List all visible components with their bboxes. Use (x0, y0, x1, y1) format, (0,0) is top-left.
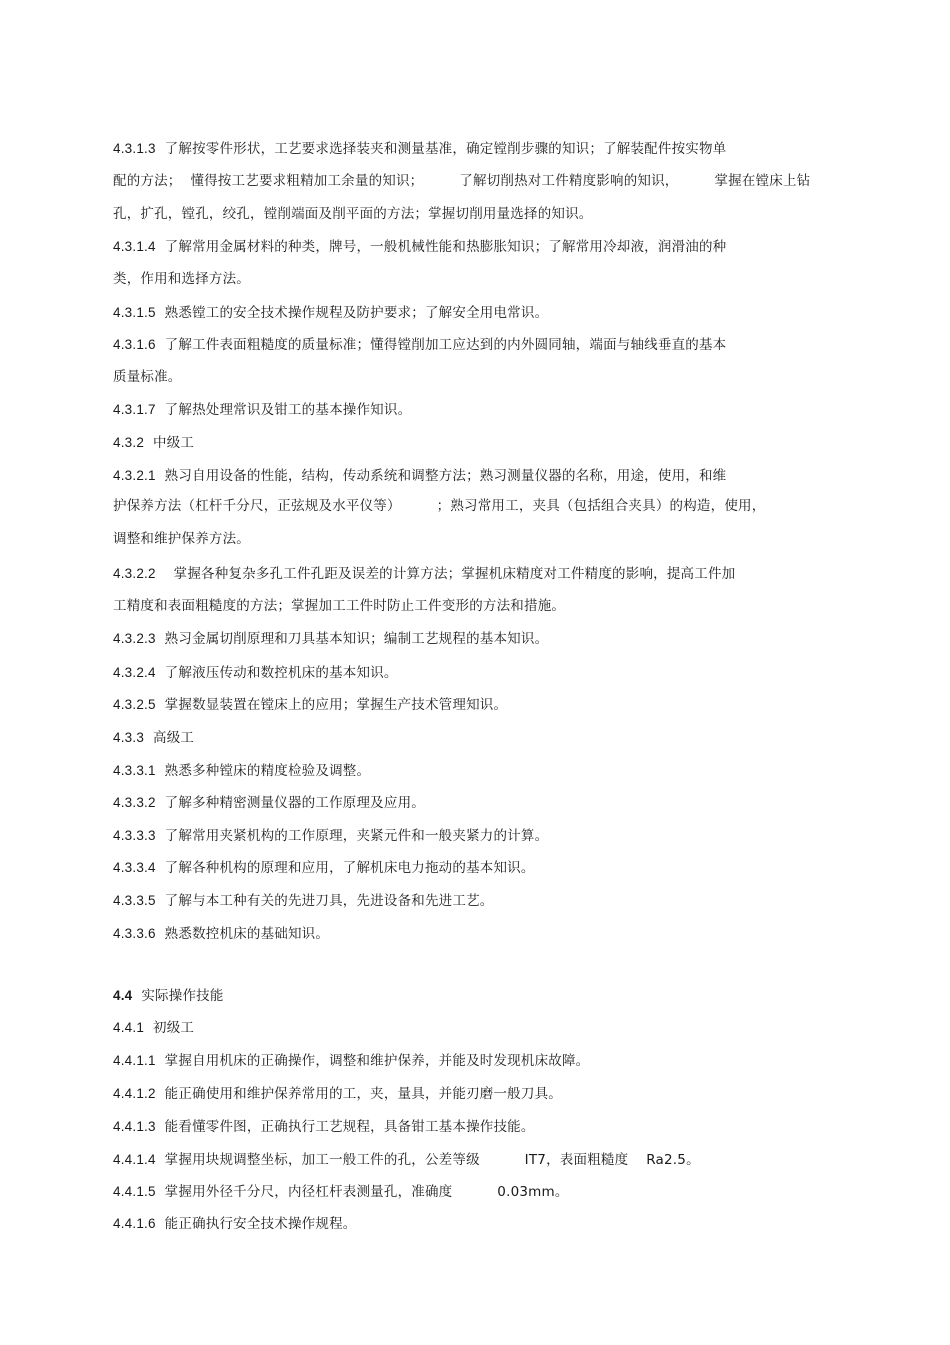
line-text: 熟习自用设备的性能，结构，传动系统和调整方法；熟习测量仪器的名称，用途，使用，和维 (164, 468, 727, 484)
line-text: 了解液压传动和数控机床的基本知识。 (164, 665, 398, 681)
line-text: 了解多种精密测量仪器的工作原理及应用。 (164, 795, 425, 811)
line-text: 了解与本工种有关的先进刀具，先进设备和先进工艺。 (164, 893, 494, 909)
section-number: 4.3.3.2 (113, 795, 156, 810)
section-number: 4.3.1.3 (113, 141, 156, 156)
section-number: 4.3.3.3 (113, 828, 156, 843)
text-line (113, 1052, 589, 1070)
line-text: 了解按零件形状，工艺要求选择装夹和测量基准，确定镗削步骤的知识；了解装配件按实物单 (164, 141, 727, 157)
text-line (113, 304, 548, 322)
text-line (113, 1019, 194, 1037)
section-number: 4.3.1.7 (113, 402, 156, 417)
line-text: 质量标准。 (113, 369, 182, 385)
text-line (113, 270, 250, 288)
section-number: 4.4.1.4 (113, 1152, 156, 1167)
line-text: 高级工 (153, 730, 195, 746)
line-text: 熟悉镗工的安全技术操作规程及防护要求；了解安全用电常识。 (164, 305, 549, 321)
line-text: 了解常用金属材料的种类，牌号，一般机械性能和热膨胀知识；了解常用冷却液，润滑油的种 (164, 239, 727, 255)
text-line (113, 664, 398, 682)
section-number: 4.3.2.2 (113, 566, 156, 581)
text-line (113, 987, 224, 1005)
section-number: 4.3.3.4 (113, 860, 156, 875)
text-line (113, 1215, 356, 1233)
text-line (113, 597, 565, 615)
text-line (113, 401, 411, 419)
line-text: 了解常用夹紧机构的工作原理，夹紧元件和一般夹紧力的计算。 (164, 828, 549, 844)
line-text: 掌握自用机床的正确操作，调整和维护保养，并能及时发现机床故障。 (164, 1053, 590, 1069)
text-line (113, 827, 548, 845)
text-line (113, 140, 726, 158)
line-text: 类，作用和选择方法。 (113, 271, 250, 287)
text-line (113, 630, 548, 648)
section-number: 4.4.1.5 (113, 1184, 156, 1199)
section-number: 4.3.3.5 (113, 893, 156, 908)
text-line (113, 238, 726, 256)
section-number: 4.3.3 (113, 730, 145, 745)
section-number: 4.3.2.1 (113, 468, 156, 483)
text-line (113, 497, 765, 515)
line-text: 配的方法； 懂得按工艺要求粗精加工余量的知识； 了解切削热对工件精度影响的知识， 掌握在镗床上钻 (113, 173, 811, 189)
text-line (113, 467, 726, 485)
text-line (113, 336, 726, 354)
text-line (113, 925, 329, 943)
line-text: 调整和维护保养方法。 (113, 531, 250, 547)
line-text: 中级工 (153, 435, 195, 451)
section-number: 4.4.1 (113, 1020, 145, 1035)
line-text: 实际操作技能 (141, 988, 224, 1004)
text-line (113, 892, 493, 910)
text-line (113, 368, 182, 386)
section-number: 4.4.1.2 (113, 1086, 156, 1101)
line-text: 掌握数显装置在镗床上的应用；掌握生产技术管理知识。 (164, 697, 508, 713)
line-text: 掌握用外径千分尺，内径杠杆表测量孔，准确度 0.03mm。 (164, 1184, 569, 1200)
line-text: 孔，扩孔，镗孔，绞孔，镗削端面及削平面的方法；掌握切削用量选择的知识。 (113, 206, 593, 222)
text-line (113, 434, 194, 452)
line-text: 能正确使用和维护保养常用的工，夹，量具，并能刃磨一般刀具。 (164, 1086, 562, 1102)
line-text: 护保养方法（杠杆千分尺，正弦规及水平仪等） ；熟习常用工，夹具（包括组合夹具）的构造，使用， (113, 498, 766, 514)
section-number: 4.3.2.3 (113, 631, 156, 646)
section-number: 4.3.1.6 (113, 337, 156, 352)
text-line (113, 172, 810, 190)
section-number: 4.4.1.6 (113, 1216, 156, 1231)
line-text: 了解热处理常识及钳工的基本操作知识。 (164, 402, 412, 418)
section-number: 4.3.2.5 (113, 697, 156, 712)
line-text: 能看懂零件图，正确执行工艺规程，具备钳工基本操作技能。 (164, 1119, 535, 1135)
text-line (113, 1183, 569, 1201)
line-text: 熟悉多种镗床的精度检验及调整。 (164, 763, 371, 779)
section-number: 4.4.1.1 (113, 1053, 156, 1068)
line-text: 工精度和表面粗糙度的方法；掌握加工工件时防止工件变形的方法和措施。 (113, 598, 566, 614)
section-number: 4.3.3.6 (113, 926, 156, 941)
line-text: 熟悉数控机床的基础知识。 (164, 926, 330, 942)
line-text: 初级工 (153, 1020, 195, 1036)
line-text: 了解各种机构的原理和应用，了解机床电力拖动的基本知识。 (164, 860, 535, 876)
line-text: 了解工件表面粗糙度的质量标准；懂得镗削加工应达到的内外圆同轴，端面与轴线垂直的基本 (164, 337, 727, 353)
section-number: 4.4.1.3 (113, 1119, 156, 1134)
text-line (113, 696, 507, 714)
line-text: 掌握各种复杂多孔工件孔距及误差的计算方法；掌握机床精度对工件精度的影响，提高工件加 (164, 566, 736, 582)
line-text: 掌握用块规调整坐标，加工一般工件的孔，公差等级 IT7，表面粗糙度 Ra2.5。 (164, 1152, 700, 1168)
section-number: 4.3.3.1 (113, 763, 156, 778)
text-line (113, 565, 735, 583)
text-line (113, 794, 425, 812)
section-number: 4.3.1.4 (113, 239, 156, 254)
line-text: 熟习金属切削原理和刀具基本知识；编制工艺规程的基本知识。 (164, 631, 549, 647)
text-line (113, 1151, 700, 1169)
line-text: 能正确执行安全技术操作规程。 (164, 1216, 357, 1232)
section-number: 4.4 (113, 988, 133, 1003)
text-line (113, 530, 250, 548)
text-line (113, 729, 194, 747)
text-line (113, 1118, 535, 1136)
text-line (113, 205, 593, 223)
section-number: 4.3.2.4 (113, 665, 156, 680)
text-line (113, 859, 535, 877)
text-line (113, 762, 370, 780)
section-number: 4.3.1.5 (113, 305, 156, 320)
text-line (113, 1085, 562, 1103)
section-number: 4.3.2 (113, 435, 145, 450)
